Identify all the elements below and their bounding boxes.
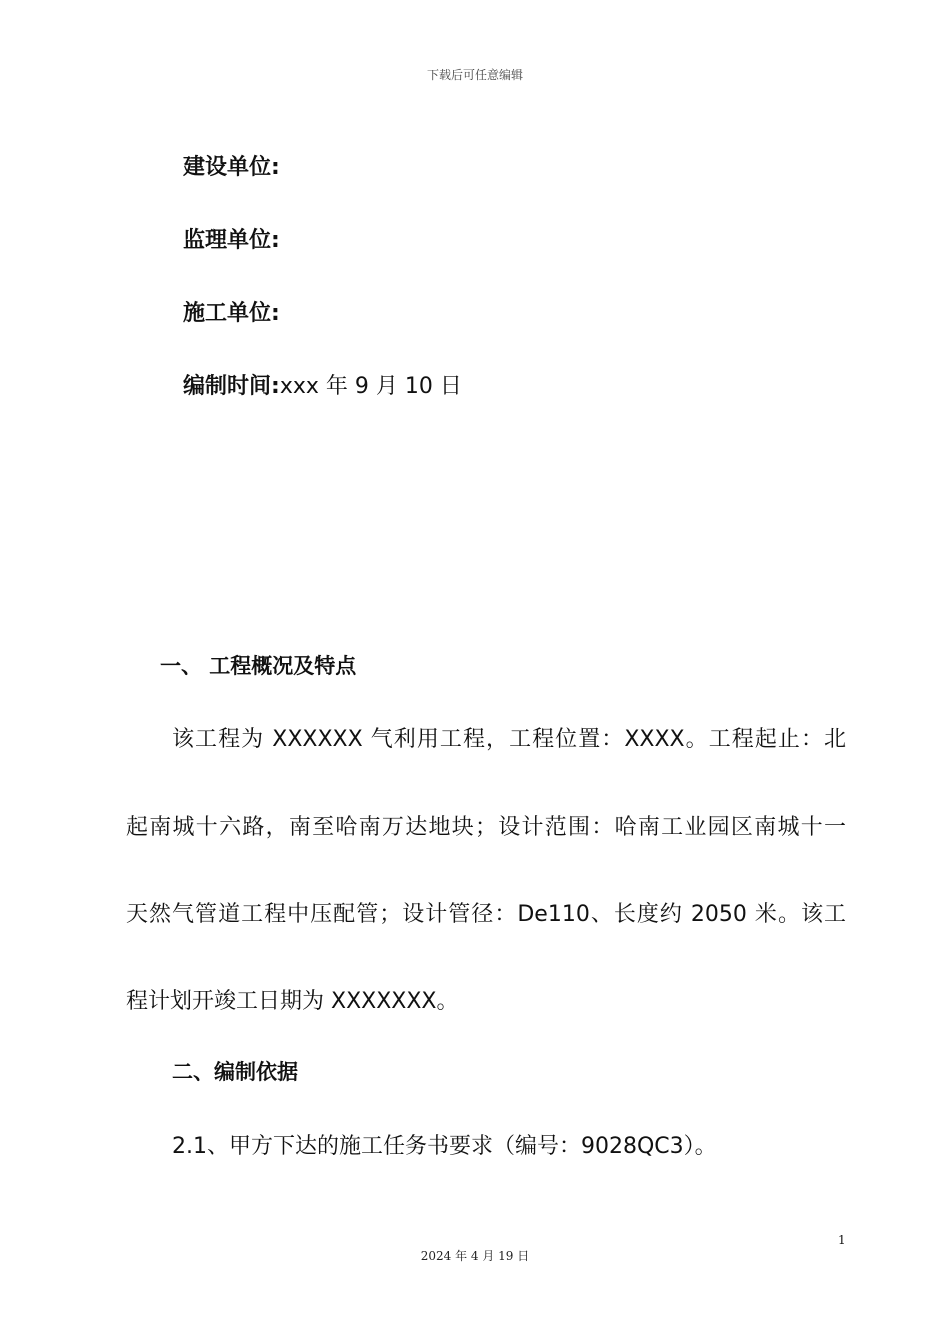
field-label: 监理单位: [183, 228, 280, 253]
section-1-line: 程计划开竣工日期为 XXXXXXX。 [126, 989, 459, 1014]
field-label: 施工单位: [183, 301, 280, 326]
field-compile-time [183, 369, 462, 400]
field-contractor-unit [183, 296, 280, 327]
page-header: 下载后可任意编辑 [426, 68, 523, 82]
field-supervision-unit [183, 223, 280, 254]
page-number: 1 [838, 1233, 846, 1247]
section-1-line: 天然气管道工程中压配管；设计管径：De110、长度约 2050 米。该工 [126, 902, 846, 927]
field-label: 建设单位: [183, 155, 280, 180]
field-construction-unit [183, 150, 280, 181]
section-1-line: 该工程为 XXXXXX 气利用工程，工程位置：XXXX。工程起止：北 [172, 727, 846, 752]
section-2-item: 2.1、甲方下达的施工任务书要求（编号：9028QC3）。 [172, 1134, 717, 1159]
page-footer-date: 2024 年 4 月 19 日 [420, 1249, 530, 1263]
section-2-title: 二、编制依据 [172, 1060, 298, 1084]
field-value: xxx 年 9 月 10 日 [279, 374, 462, 399]
field-label: 编制时间: [183, 374, 280, 399]
section-1-line: 起南城十六路，南至哈南万达地块；设计范围：哈南工业园区南城十一 [126, 815, 846, 840]
section-1-title: 一、 工程概况及特点 [160, 654, 357, 678]
